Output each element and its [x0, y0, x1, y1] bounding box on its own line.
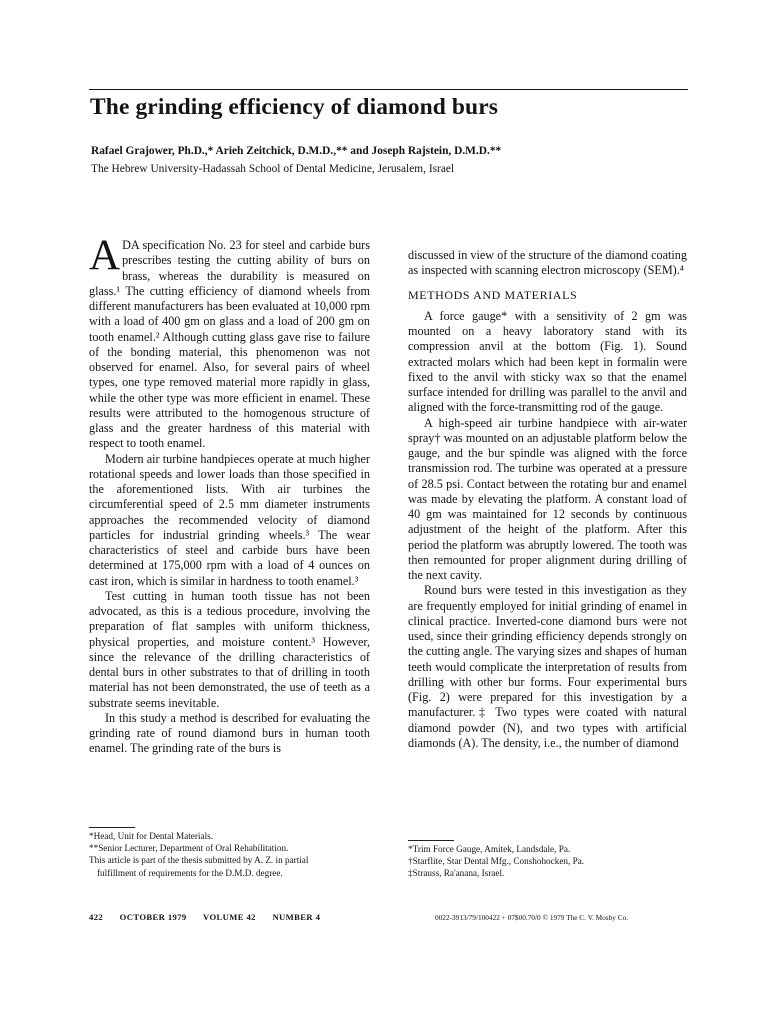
footnotes-right: [408, 840, 688, 880]
volume: VOLUME 42: [203, 912, 256, 922]
body-paragraph-6: A force gauge* with a sensitivity of 2 gm was mounted on a heavy laboratory stand with its compression anvil at the bottom (Fig. 1). Sound extracted molars which had been kept in formalin were fixed to the anvil with sticky wax so that the enamel surface intended for drilling was parallel to the anvil and aligned with the force-transmitting rod of the gauge.: [408, 308, 687, 415]
page-number: 422: [89, 912, 104, 922]
article-title: The grinding efficiency of diamond burs: [90, 94, 499, 120]
body-paragraph-2: Modern air turbine handpieces operate at much higher rotational speeds and lower loads than those specified in the aforementioned lists. With air turbines the circumferential speed of 2.5 mm diameter instruments approaches the recommended velocity of diamond particles for industrial grinding wheels.³ The wear characteristics of steel and carbide burs have been determined at 175,000 rpm with a load of 4 ounces on cast iron, which is similar in hardness to tooth enamel.³: [89, 451, 370, 588]
left-column: [89, 232, 370, 757]
body-paragraph-1: [89, 232, 370, 452]
footnote: ‡Strauss, Ra'anana, Israel.: [408, 868, 505, 879]
paragraph-1-text: DA specification No. 23 for steel and carbide burs prescribes testing the cutting ability of burs on brass, whereas the durability is measured on glass.¹ The cutting efficiency of diamond wheels from different manufacturers has been evaluated at 10,000 rpm with a load of 400 gm on glass and a load of 200 gm on tooth enamel.² Although cutting glass gave rise to failure of the bonding material, this phenomenon was not observed for enamel. Also, for several pairs of wheel types, one type removed material more rapidly in glass, while the other type was more efficient in enamel. These results were attributed to the homogenous structure of glass and the greater hardness of this material with respect to tooth enamel.: [89, 238, 370, 451]
page-footer: [89, 912, 334, 922]
issue-number: NUMBER 4: [272, 912, 321, 922]
citation-line: 0022-3913/79/100422 + 07$00.70/0 © 1979 The C. V. Mosby Co.: [435, 913, 629, 922]
body-paragraph-8: Round burs were tested in this investigation as they are frequently employed for initial grinding of enamel in clinical practice. Inverted-cone diamond burs were not used, since their grinding efficiency depends strongly on the cutting angle. The varying sizes and shapes of human teeth would complicate the interpretation of results from drilling with other bur forms. Four experimental burs (Fig. 2) were prepared for this investigation by a manufacturer.‡ Two types were coated with natural diamond powder (N), and two types with artificial diamonds (A). The density, i.e., the number of diamond: [408, 583, 687, 750]
footnotes-left: [89, 827, 371, 879]
footnote: †Starflite, Star Dental Mfg., Conshohocken, Pa.: [408, 856, 585, 867]
footnote: *Trim Force Gauge, Amitek, Landsdale, Pa.: [408, 844, 571, 854]
footnote: fulfillment of requirements for the D.M.D. degree.: [97, 867, 283, 878]
article-affiliation: The Hebrew University-Hadassah School of Dental Medicine, Jerusalem, Israel: [91, 163, 455, 175]
footnote: This article is part of the thesis submitted by A. Z. in partial: [89, 855, 309, 866]
top-rule: [89, 89, 688, 90]
body-paragraph-5: discussed in view of the structure of the diamond coating as inspected with scanning electron microscopy (SEM).⁴: [408, 248, 687, 278]
footnote-rule: [408, 840, 454, 841]
article-authors: Rafael Grajower, Ph.D.,* Arieh Zeitchick, D.M.D.,** and Joseph Rajstein, D.M.D.**: [91, 145, 502, 157]
drop-cap: A: [89, 232, 121, 279]
footnote: **Senior Lecturer, Department of Oral Rehabilitation.: [89, 843, 289, 854]
issue-date: OCTOBER 1979: [119, 912, 187, 922]
footnote: *Head, Unit for Dental Materials.: [89, 831, 213, 841]
body-paragraph-3: Test cutting in human tooth tissue has not been advocated, as this is a tedious procedure, involving the preparation of flat samples with uniform thickness, physical properties, and moisture content.³ However, since the relevance of the drilling characteristics of dental burs in other substrates to that of drilling in tooth material has not been demonstrated, the use of teeth as a substrate seems inevitable.: [89, 588, 370, 710]
right-column: [408, 248, 687, 751]
footnote-rule: [89, 827, 135, 828]
body-paragraph-7: A high-speed air turbine handpiece with air-water spray† was mounted on an adjustable platform below the gauge, and the bur spindle was aligned with the force transmission rod. The turbine was operated at a pressure of 28.5 psi. Contact between the rotating bur and enamel was made by elevating the platform. A constant load of 40 gm was maintained for 12 seconds by continuous adjustment of the height of the platform. After this period the platform was abruptly lowered. The tooth was then remounted for proper alignment during drilling of the next cavity.: [408, 415, 687, 582]
body-paragraph-4: In this study a method is described for evaluating the grinding rate of round diamond burs in human tooth enamel. The grinding rate of the burs is: [89, 710, 370, 756]
section-heading: METHODS AND MATERIALS: [408, 287, 578, 302]
